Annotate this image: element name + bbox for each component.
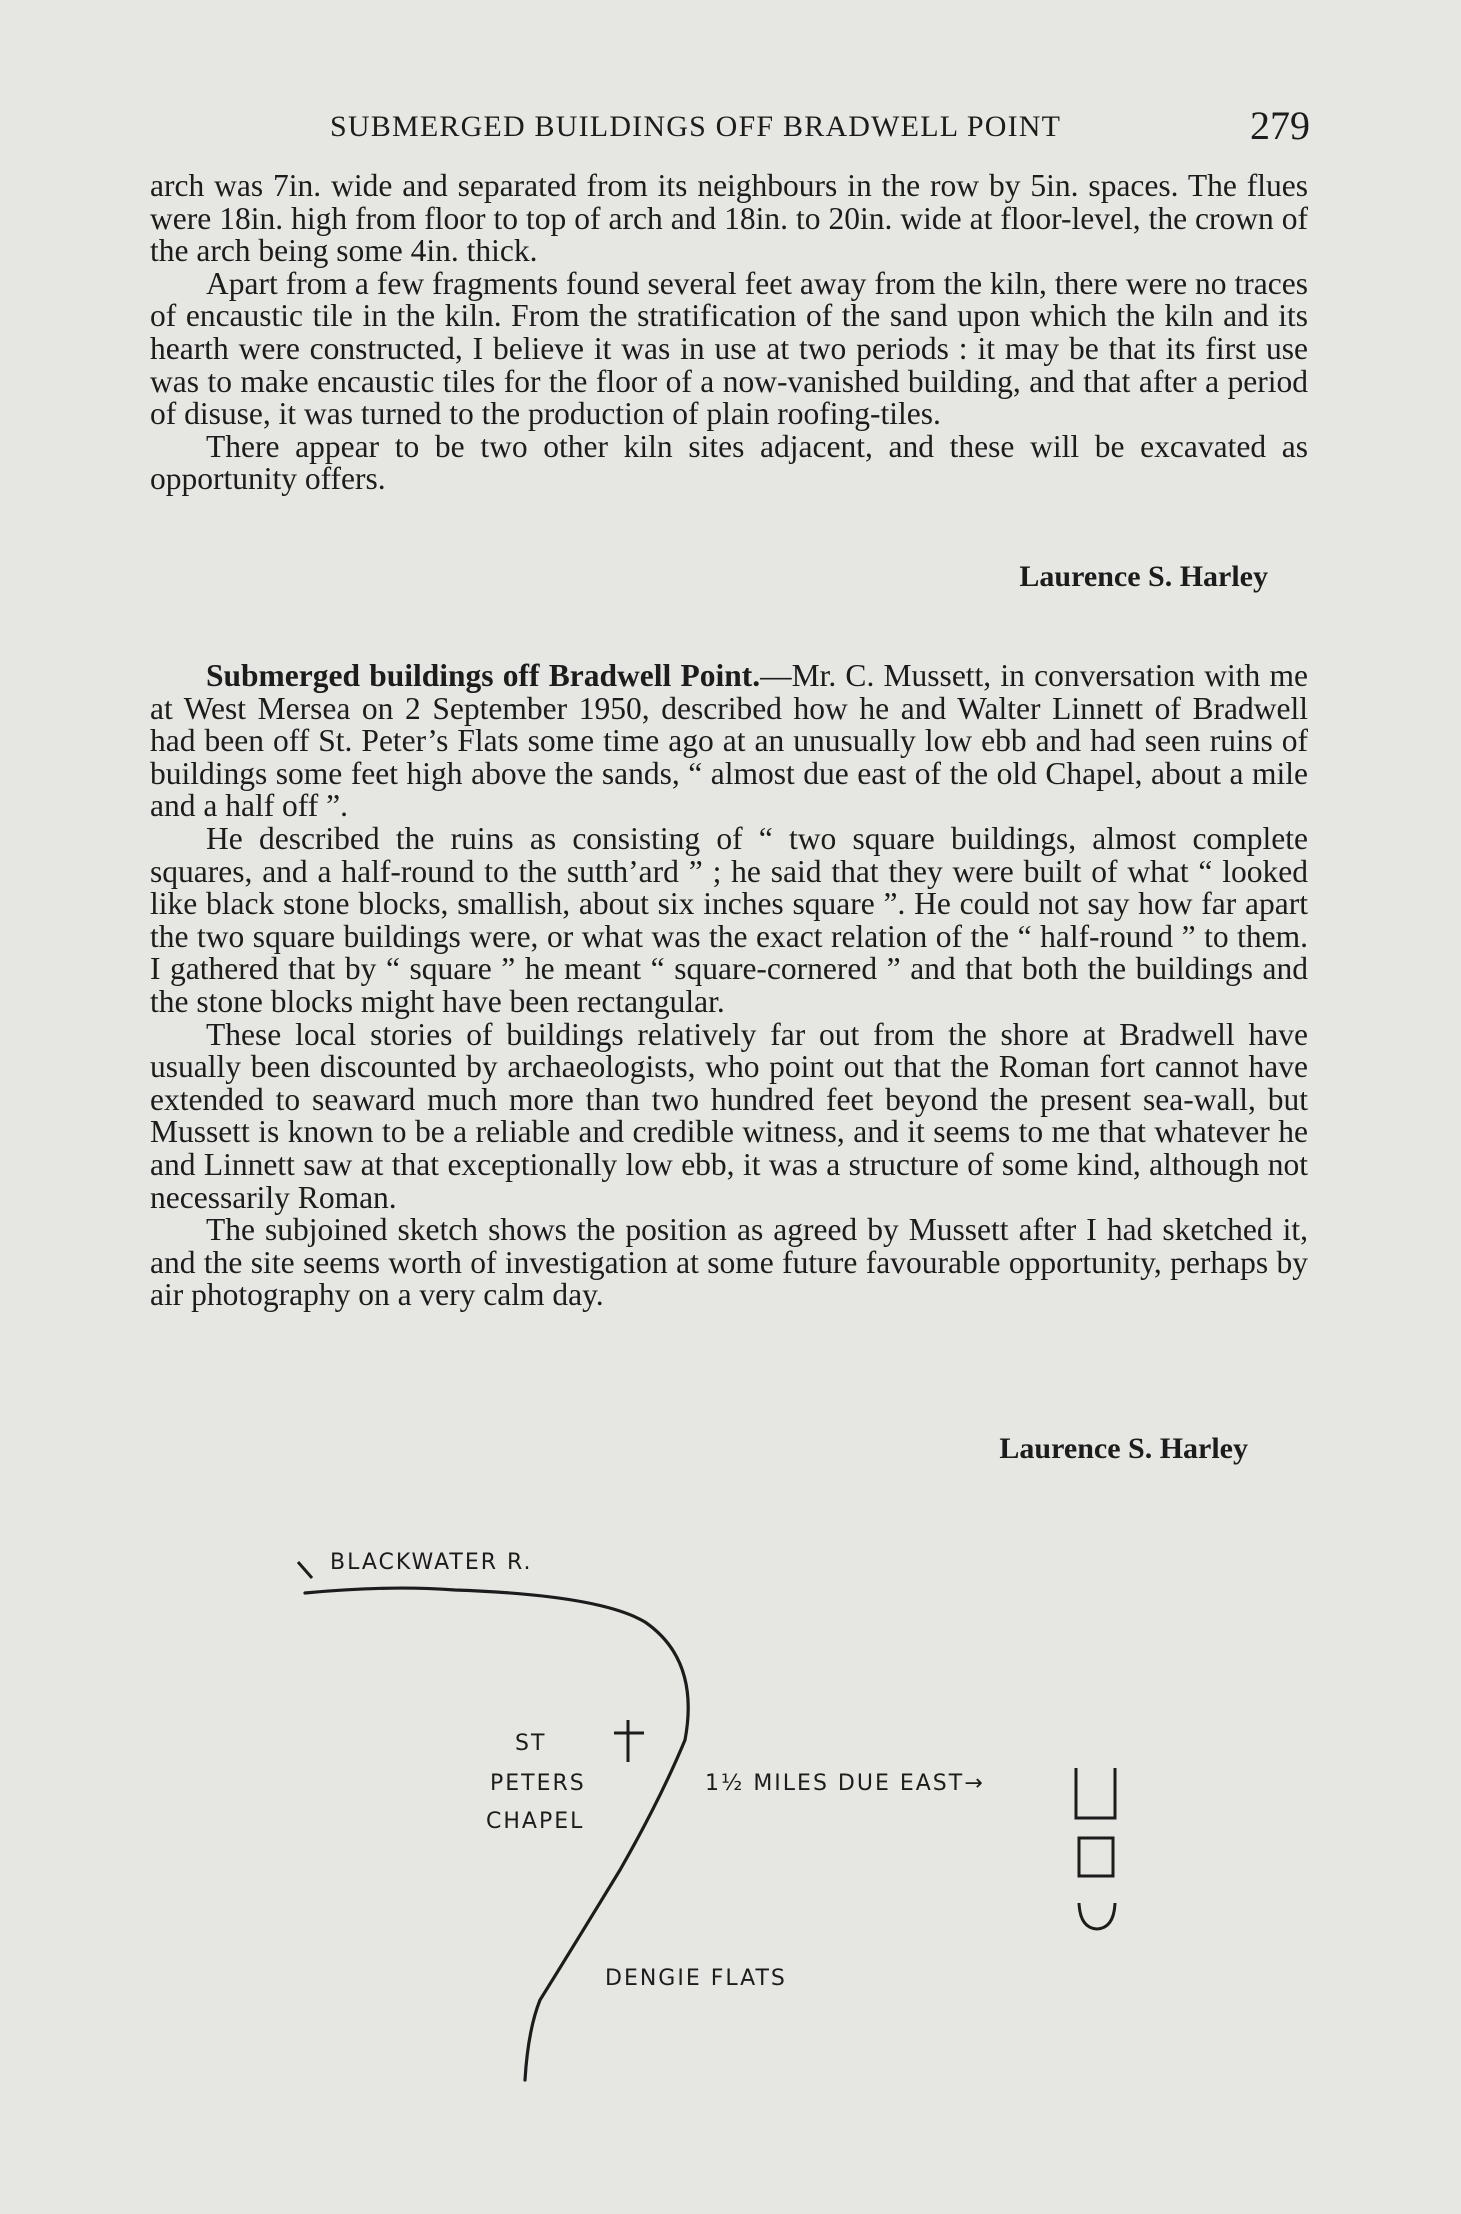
river-tick-mark (298, 1562, 312, 1578)
half-round-building-icon (1079, 1903, 1115, 1929)
article2-paragraph-3: These local stories of buildings relatively far out from the shore at Bradwell have usually been discounted by archaeologists, who point out that the Roman fort cannot have extended to seaward much more than two hundred feet beyond the present sea-wall, but Mussett is known to be a reliable and credible witness, and it seems to me that whatever he and Linnett saw at that exceptionally low ebb, it was a structure of some kind, although not necessarily Roman. (150, 1016, 1308, 1215)
page-number: 279 (1250, 103, 1310, 148)
article-continuation (150, 170, 1308, 496)
label-st: ST (515, 1731, 547, 1756)
article2-paragraph-1-text: —Mr. C. Mussett, in conversation with me at West Mersea on 2 September 1950, described how he and Walter Linnett of Bradwell had been off St. Peter’s Flats some time ago at an unusually low ebb and had seen ruins of buildings some feet high above the sands, “ almost due east of the old Chapel, about a mile and a half off ”. (150, 658, 1308, 824)
square-building-2-icon (1079, 1838, 1113, 1876)
article2-paragraph-1 (150, 660, 1308, 823)
article2-paragraph-4: The subjoined sketch shows the position as agreed by Mussett after I had sketched it, and the site seems worth of investigation at some future favourable opportunity, perhaps by air photography on a very calm day. (150, 1212, 1308, 1313)
square-building-1-icon (1076, 1768, 1115, 1818)
article1-paragraph-3: There appear to be two other kiln sites adjacent, and these will be excavated as opportunity offers. (150, 428, 1308, 497)
label-distance-due-east: 1½ MILES DUE EAST→ (705, 1771, 985, 1796)
location-sketch-map (0, 1500, 1461, 2100)
article2-signature: Laurence S. Harley (999, 1432, 1248, 1465)
article2-paragraph-2: He described the ruins as consisting of “ two square buildings, almost complete squares, and a half-round to the sutth’ard ” ; he said that they were built of what “ looked like black stone blocks, smallish, about six inches square ”. He could not say how far apart the two square buildings were, or what was the exact relation of the “ half-round ” to them. I gathered that by “ square ” he meant “ square-cornered ” and that both the buildings and the stone blocks might have been rectangular. (150, 820, 1308, 1019)
article1-paragraph-2: Apart from a few fragments found several feet away from the kiln, there were no traces of encaustic tile in the kiln. From the stratification of the sand upon which the kiln and its hearth were constructed, I believe it was in use at two periods : it may be that its first use was to make encaustic tiles for the floor of a now-vanished building, and that after a period of disuse, it was turned to the production of plain roofing-tiles. (150, 265, 1308, 432)
running-title: SUBMERGED BUILDINGS OFF BRADWELL POINT (330, 110, 1062, 143)
running-header (150, 103, 1310, 158)
label-blackwater-river: BLACKWATER R. (330, 1550, 533, 1575)
article2-headline: Submerged buildings off Bradwell Point. (206, 658, 761, 693)
article-submerged-buildings (150, 660, 1308, 1312)
label-chapel: CHAPEL (486, 1809, 585, 1834)
coastline-line (305, 1588, 688, 2080)
label-peters: PETERS (490, 1771, 586, 1796)
article1-signature: Laurence S. Harley (1019, 560, 1268, 593)
chapel-cross-icon (614, 1720, 644, 1762)
article1-paragraph-1: arch was 7in. wide and separated from its neighbours in the row by 5in. spaces. The flues were 18in. high from floor to top of arch and 18in. to 20in. wide at floor-level, the crown of the arch being some 4in. thick. (150, 168, 1308, 269)
label-dengie-flats: DENGIE FLATS (605, 1966, 787, 1991)
